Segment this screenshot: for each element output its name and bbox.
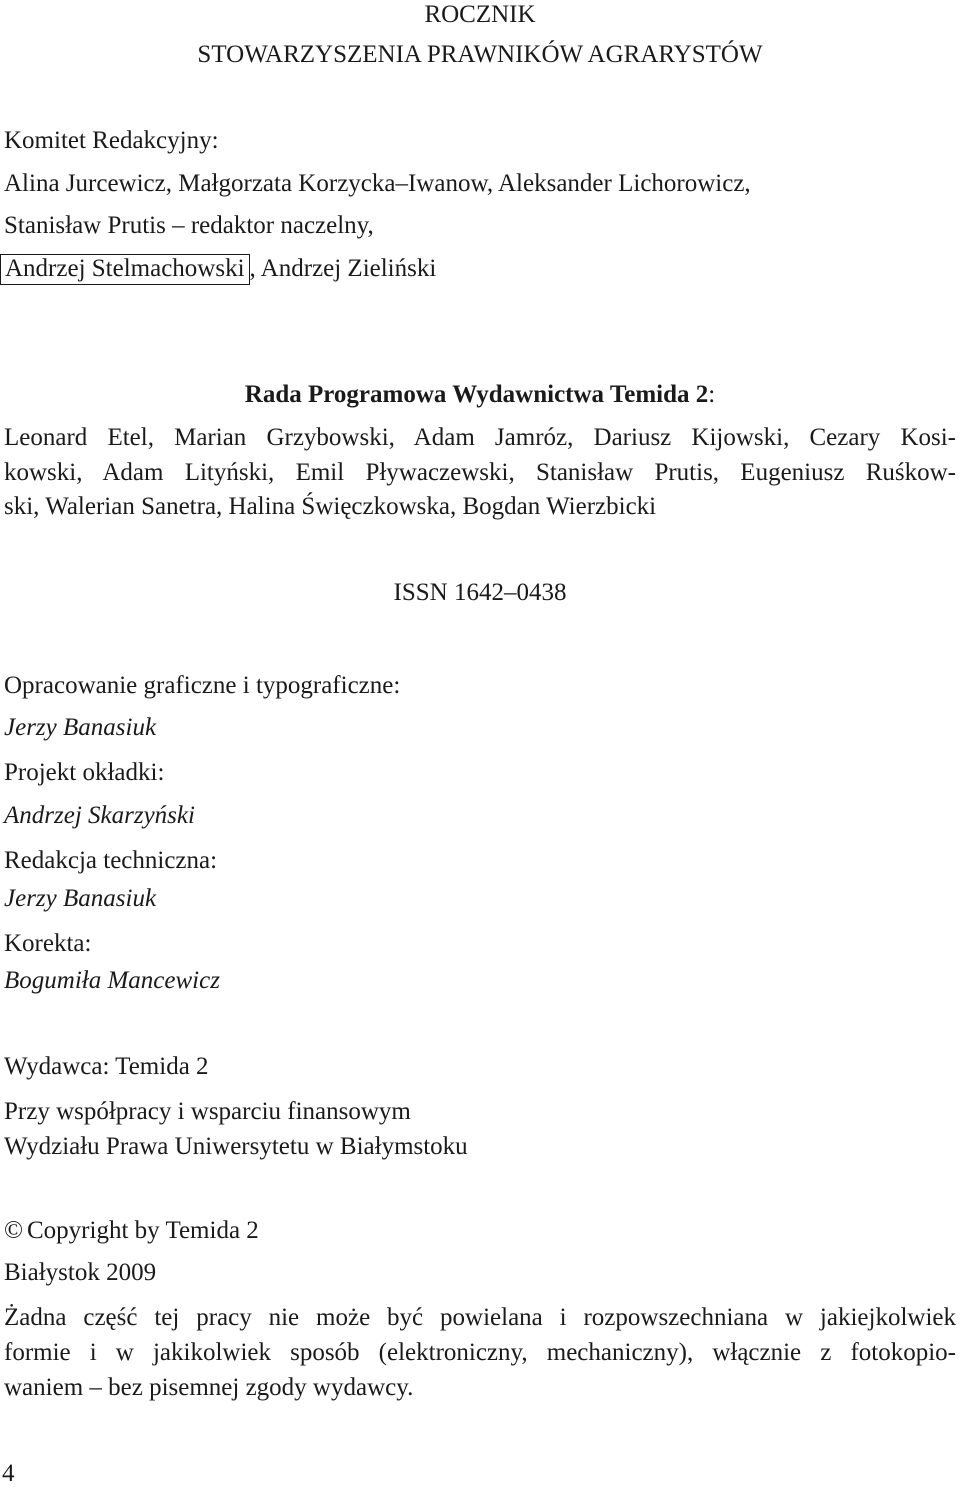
support-line1: Przy współpracy i wsparciu finansowym — [4, 1098, 411, 1125]
rights-line1: Żadna część tej pracy nie może być powielana i rozpowszechniana w jakiejkolwiek — [4, 1304, 956, 1331]
committee-members-line1: Alina Jurcewicz, Małgorzata Korzycka–Iwanow, Aleksander Lichorowicz, — [4, 170, 751, 197]
credit-role-technical-editing: Redakcja techniczna: — [4, 847, 218, 874]
place-year: Białystok 2009 — [4, 1259, 157, 1286]
rights-line3: waniem – bez pisemnej zgody wydawcy. — [4, 1374, 414, 1401]
support-line2: Wydziału Prawa Uniwersytetu w Białymstoku — [4, 1133, 468, 1160]
credit-role-graphic-design: Opracowanie graficzne i typograficzne: — [4, 672, 401, 699]
credit-person-cover-design: Andrzej Skarzyński — [4, 802, 195, 829]
copyright-text: Copyright by Temida 2 — [27, 1217, 259, 1244]
credit-role-cover-design: Projekt okładki: — [4, 759, 165, 786]
deceased-member-box: Andrzej Stelmachowski — [0, 254, 250, 285]
credit-person-graphic-design: Jerzy Banasiuk — [4, 714, 157, 741]
program-council-line1: Leonard Etel, Marian Grzybowski, Adam Jamróz, Dariusz Kijowski, Cezary Kosi- — [4, 424, 956, 451]
credit-role-proofreading: Korekta: — [4, 930, 92, 957]
credit-person-technical-editing: Jerzy Banasiuk — [4, 885, 157, 912]
copyright — [4, 1218, 259, 1243]
page-number: 4 — [2, 1460, 15, 1487]
committee-members-line3 — [4, 254, 436, 285]
program-council-title: Rada Programowa Wydawnictwa Temida 2: — [244, 381, 716, 408]
rights-line2: formie i w jakikolwiek sposób (elektroniczny, mechaniczny), włącznie z fotokopio- — [4, 1339, 956, 1366]
committee-members-line2: Stanisław Prutis – redaktor naczelny, — [4, 212, 374, 239]
program-council-line3: ski, Walerian Sanetra, Halina Święczkowska, Bogdan Wierzbicki — [4, 493, 657, 520]
publisher: Wydawca: Temida 2 — [4, 1053, 209, 1080]
program-council-line2: kowski, Adam Lityński, Emil Pływaczewski, Stanisław Prutis, Eugeniusz Ruśkow- — [4, 459, 956, 486]
journal-title-line1: ROCZNIK — [424, 1, 536, 28]
credit-person-proofreading: Bogumiła Mancewicz — [4, 967, 220, 994]
copyright-icon: © — [4, 1217, 23, 1244]
issn: ISSN 1642–0438 — [393, 579, 567, 606]
committee-members-line3-rest: , Andrzej Zieliński — [249, 255, 437, 282]
journal-title-line2: STOWARZYSZENIA PRAWNIKÓW AGRARYSTÓW — [197, 41, 763, 68]
committee-title: Komitet Redakcyjny: — [4, 127, 219, 154]
